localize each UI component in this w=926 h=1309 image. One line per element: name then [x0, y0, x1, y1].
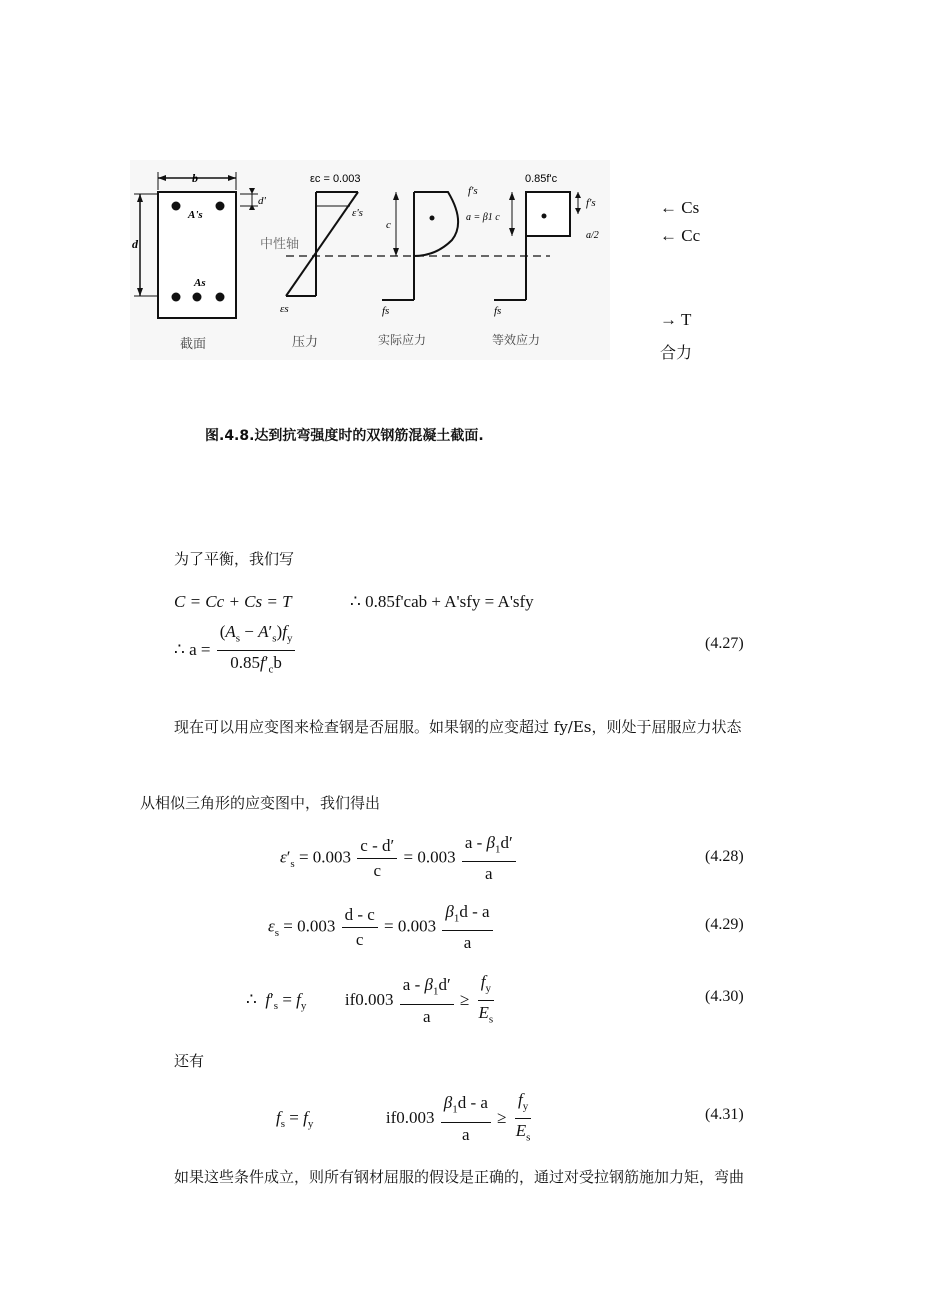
equation-4-31: $f_s = f_y$ if0.003 $\frac{\beta_1d - a}{a}$ ≥ $\frac{f_y}{E_s}$ — [276, 1090, 531, 1144]
label-as: As — [194, 277, 206, 289]
label-fs-actual: fs — [382, 305, 390, 317]
label-neutral-axis: 中性轴 — [260, 237, 300, 252]
label-a-half: a/2 — [586, 230, 599, 241]
equation-number-4-31: (4.31) — [705, 1106, 744, 1123]
label-a-eq: a = β1 c — [466, 212, 500, 223]
force-resultant: 合力 — [660, 343, 693, 362]
paragraph-also: 还有 — [174, 1052, 205, 1070]
label-eps-s-prime: ε's — [352, 207, 363, 219]
paragraph-similar-triangles: 从相似三角形的应变图中，我们得出 — [140, 794, 381, 812]
equation-balance-left: C = Cc + Cs = T — [174, 592, 292, 611]
label-fs-prime-actual: f's — [468, 185, 478, 197]
label-fs-eq: fs — [494, 305, 502, 317]
bottom-bar-1 — [172, 293, 181, 302]
bottom-bar-3 — [216, 293, 225, 302]
section-figure — [130, 160, 610, 360]
paragraph-balance: 为了平衡，我们写 — [174, 550, 295, 568]
top-bar-left — [172, 202, 181, 211]
equation-balance-right: ∴ 0.85f'cab + A'sfy = A'sfy — [350, 592, 534, 611]
panel-title-strain: 压力 — [292, 335, 319, 350]
equation-number-4-27: (4.27) — [705, 635, 744, 652]
bottom-bar-2 — [193, 293, 202, 302]
equation-4-27: ∴ a = $\frac{(A_s - A'_s)f_y}{0.85f'_cb}$ — [174, 622, 297, 680]
equation-4-29: $\varepsilon_s = 0.003$ $\frac{d - c}{c}$ = 0.003 $\frac{\beta_1d - a}{a}$ — [268, 902, 495, 953]
label-stress-block-top: 0.85f'c — [525, 173, 558, 185]
section-diagram — [130, 160, 610, 360]
label-c: c — [386, 219, 391, 231]
figure-caption: 图.4.8.达到抗弯强度时的双钢筋混凝土截面. — [205, 428, 484, 444]
label-d-prime: d' — [258, 195, 266, 207]
panel-title-actual: 实际应力 — [378, 333, 427, 347]
panel-title-section: 截面 — [180, 337, 207, 352]
top-bar-right — [216, 202, 225, 211]
paragraph-conditions: 如果这些条件成立，则所有钢材屈服的假设是正确的，通过对受拉钢筋施加力矩，弯曲 — [174, 1168, 745, 1186]
force-t: → T — [660, 310, 692, 329]
force-cs: ← Cs — [660, 198, 700, 217]
paragraph-strain-check: 现在可以用应变图来检查钢是否屈服。如果钢的应变超过 fy/Es，则处于屈服应力状态 — [174, 718, 742, 736]
force-cc: ← Cc — [660, 226, 701, 245]
equation-number-4-28: (4.28) — [705, 848, 744, 865]
equation-4-28: $\varepsilon'_s = 0.003$ $\frac{c - d'}{c}$ = 0.003 $\frac{a - \beta_1d'}{a}$ — [280, 833, 518, 884]
label-strain-top: εc = 0.003 — [310, 173, 361, 185]
label-fs-prime-eq: f's — [586, 197, 596, 209]
equation-number-4-29: (4.29) — [705, 916, 744, 933]
label-b: b — [192, 171, 198, 185]
label-eps-s: εs — [280, 303, 289, 315]
equation-4-30: ∴ $f'_s = f_y$ if0.003 $\frac{a - \beta_1d'}{a}$ ≥ $\frac{f_y}{E_s}$ — [246, 972, 494, 1026]
panel-title-equivalent: 等效应力 — [492, 333, 541, 347]
equation-number-4-30: (4.30) — [705, 988, 744, 1005]
label-as-prime: A's — [188, 209, 203, 221]
label-d: d — [132, 237, 138, 251]
